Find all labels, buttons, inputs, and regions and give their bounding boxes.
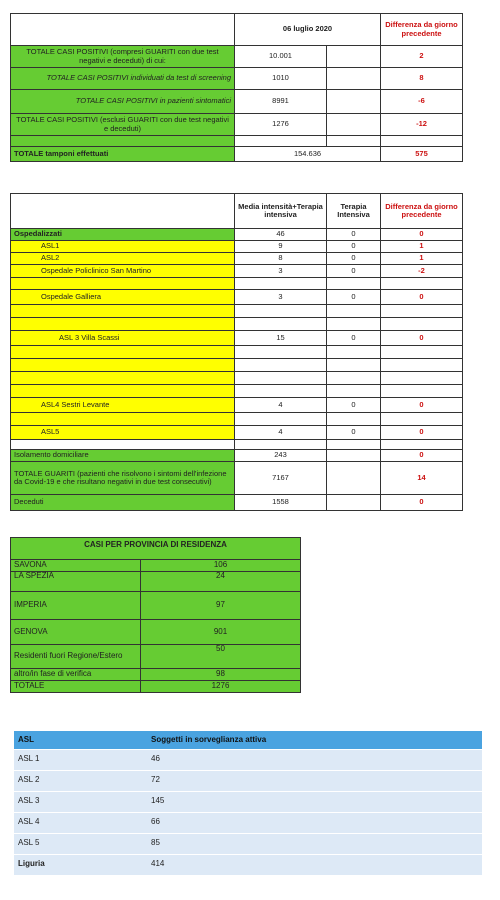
hospital-row-media: 3 [235,290,327,305]
hospital-row-media: 8 [235,253,327,265]
hospital-row-terapia: 0 [327,398,381,413]
province-label: IMPERIA [11,592,141,620]
col-media-header: Media intensità+Terapia intensiva [235,194,327,229]
hospital-row-label: Ospedale Policlinico San Martino [11,265,235,278]
hospital-spacer-cell [235,318,327,331]
col-terapia-header: Terapia Intensiva [327,194,381,229]
summary-diff: -12 [381,114,463,136]
hospital-row-diff: 1 [381,241,463,253]
summary-empty [327,46,381,68]
hospital-spacer-cell [381,305,463,318]
asl-row-value: 72 [147,770,482,791]
summary-label: TOTALE CASI POSITIVI (esclusi GUARITI con due test negativi e deceduti) [11,114,235,136]
hospital-row-diff: 0 [381,398,463,413]
asl-row-value: 46 [147,749,482,770]
deceduti-empty [327,495,381,511]
soggetti-col-header: Soggetti in sorveglianza attiva [147,731,482,749]
province-label: altro/in fase di verifica [11,669,141,681]
asl-row-label: ASL 3 [14,791,147,812]
asl-row-label: ASL 5 [14,833,147,854]
hospital-spacer [11,359,235,372]
isolamento-diff: 0 [381,450,463,462]
summary-empty [327,114,381,136]
summary-diff-header: Differenza da giorno precedente [381,14,463,46]
hospital-row-diff: -2 [381,265,463,278]
hospital-spacer-cell [381,318,463,331]
hospital-row-terapia: 0 [327,426,381,440]
hospital-spacer-cell [381,372,463,385]
isolamento-label: Isolamento domiciliare [11,450,235,462]
hospital-row-label: ASL 3 Villa Scassi [11,331,235,346]
asl-row-value: 85 [147,833,482,854]
province-value: 901 [141,620,301,645]
hospital-row-terapia: 0 [327,241,381,253]
summary-label: TOTALE CASI POSITIVI individuati da test di screening [11,68,235,90]
isolamento-value: 243 [235,450,327,462]
tamponi-diff: 575 [381,147,463,162]
hospital-spacer-cell [235,385,327,398]
hospital-row-diff: 0 [381,331,463,346]
summary-empty [327,90,381,114]
province-value: 97 [141,592,301,620]
hospital-spacer-cell [381,413,463,426]
summary-spacer [11,136,235,147]
hospital-spacer-cell [327,278,381,290]
hospital-spacer-cell [235,413,327,426]
hospital-row-terapia: 0 [327,253,381,265]
hospital-spacer-cell [235,278,327,290]
hospital-spacer [11,346,235,359]
hospital-spacer [11,372,235,385]
hospital-spacer-cell [235,359,327,372]
summary-label: TOTALE CASI POSITIVI (compresi GUARITI con due test negativi e deceduti) di cui: [11,46,235,68]
province-value: 98 [141,669,301,681]
summary-date: 06 luglio 2020 [235,14,381,46]
hospital-spacer [11,385,235,398]
summary-corner [11,14,235,46]
hospital-gap-cell [381,440,463,450]
isolamento-empty [327,450,381,462]
asl-col-header: ASL [14,731,147,749]
summary-diff: -6 [381,90,463,114]
province-label: SAVONA [11,560,141,572]
province-value: 24 [141,572,301,592]
asl-table [14,731,482,876]
hospital-row-label: ASL1 [11,241,235,253]
province-table [10,537,301,693]
hospital-corner [11,194,235,229]
hospital-row-diff: 1 [381,253,463,265]
hospital-row-diff: 0 [381,290,463,305]
hospital-spacer-cell [327,305,381,318]
hospital-row-media: 4 [235,426,327,440]
hospital-spacer-cell [327,372,381,385]
province-label: LA SPEZIA [11,572,141,592]
hospital-spacer-cell [327,318,381,331]
hospital-spacer-cell [327,413,381,426]
guariti-diff: 14 [381,462,463,495]
province-label: Residenti fuori Regione/Estero [11,645,141,669]
summary-spacer-cell [381,136,463,147]
hospital-gap [11,440,235,450]
province-value: 50 [141,645,301,669]
summary-label: TOTALE CASI POSITIVI in pazienti sintomatici [11,90,235,114]
hospital-spacer-cell [381,385,463,398]
summary-diff: 2 [381,46,463,68]
hospital-gap-cell [235,440,327,450]
hospital-row-label: ASL4 Sestri Levante [11,398,235,413]
province-total-value: 1276 [141,681,301,693]
hospital-spacer-cell [235,372,327,385]
hospital-row-terapia: 0 [327,331,381,346]
province-title: CASI PER PROVINCIA DI RESIDENZA [11,538,301,560]
province-value: 106 [141,560,301,572]
summary-value: 1276 [235,114,327,136]
asl-row-label: ASL 1 [14,749,147,770]
deceduti-diff: 0 [381,495,463,511]
hospital-spacer-cell [235,305,327,318]
ospedalizzati-diff: 0 [381,229,463,241]
hospital-spacer [11,278,235,290]
hospital-spacer-cell [327,359,381,372]
hospital-spacer [11,318,235,331]
asl-total-label: Liguria [14,854,147,875]
hospital-spacer-cell [381,346,463,359]
hospital-row-label: ASL5 [11,426,235,440]
hospital-spacer-cell [327,346,381,359]
summary-value: 10.001 [235,46,327,68]
hospital-row-media: 9 [235,241,327,253]
hospital-spacer-cell [235,346,327,359]
ospedalizzati-terapia: 0 [327,229,381,241]
hospital-row-terapia: 0 [327,290,381,305]
col-diff-header: Differenza da giorno precedente [381,194,463,229]
summary-value: 8991 [235,90,327,114]
hospital-spacer-cell [327,385,381,398]
asl-total-value: 414 [147,854,482,875]
summary-spacer-cell [327,136,381,147]
ospedalizzati-label: Ospedalizzati [11,229,235,241]
ospedalizzati-media: 46 [235,229,327,241]
tamponi-label: TOTALE tamponi effettuati [11,147,235,162]
hospital-row-label: ASL2 [11,253,235,265]
hospital-spacer-cell [381,278,463,290]
summary-spacer-cell [235,136,327,147]
asl-row-value: 145 [147,791,482,812]
hospital-spacer-cell [381,359,463,372]
summary-empty [327,68,381,90]
hospital-table [10,193,463,511]
hospital-row-media: 4 [235,398,327,413]
asl-row-label: ASL 4 [14,812,147,833]
tamponi-value: 154.636 [235,147,381,162]
hospital-row-terapia: 0 [327,265,381,278]
guariti-empty [327,462,381,495]
summary-value: 1010 [235,68,327,90]
hospital-gap-cell [327,440,381,450]
summary-table [10,13,463,162]
hospital-spacer [11,305,235,318]
hospital-spacer [11,413,235,426]
hospital-row-diff: 0 [381,426,463,440]
summary-diff: 8 [381,68,463,90]
asl-row-label: ASL 2 [14,770,147,791]
province-label: GENOVA [11,620,141,645]
province-total-label: TOTALE [11,681,141,693]
deceduti-value: 1558 [235,495,327,511]
hospital-row-media: 15 [235,331,327,346]
hospital-row-label: Ospedale Galliera [11,290,235,305]
hospital-row-media: 3 [235,265,327,278]
guariti-label: TOTALE GUARITI (pazienti che risolvono i sintomi dell'infezione da Covid-19 e che risultano negativi in due test consecutivi) [11,462,235,495]
deceduti-label: Deceduti [11,495,235,511]
asl-row-value: 66 [147,812,482,833]
guariti-value: 7167 [235,462,327,495]
